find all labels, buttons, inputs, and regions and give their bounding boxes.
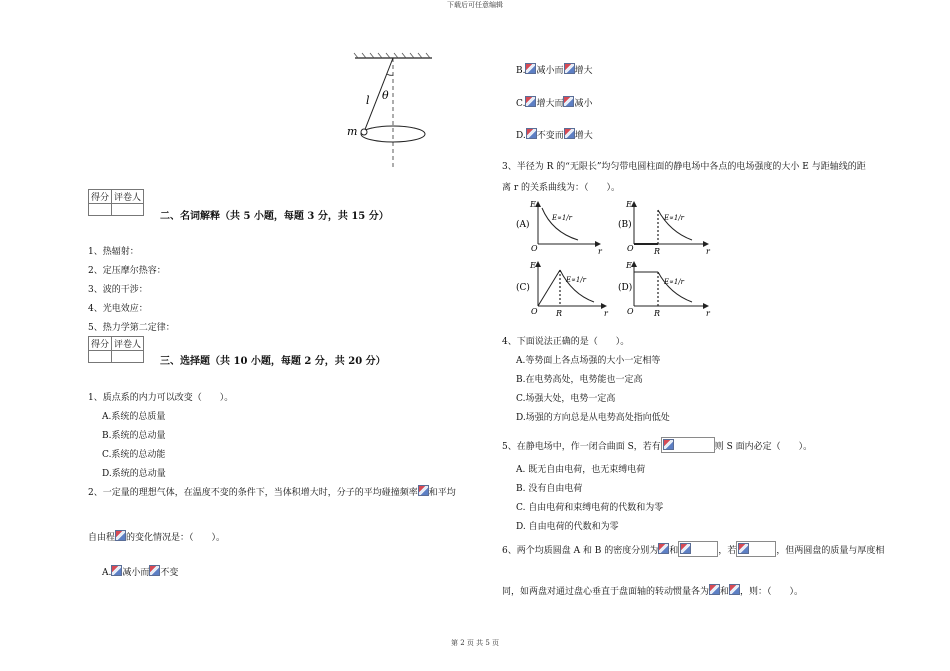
formula-image-icon [563,96,574,107]
q5-option-c: C. 自由电荷和束缚电荷的代数和为零 [516,503,664,513]
formula-image-icon [564,63,575,74]
q3-graph-c [516,261,609,318]
score-label: 得分 [89,337,112,351]
svg-text:E: E [530,200,536,209]
grader-label: 评卷人 [112,337,144,351]
svg-text:R: R [556,309,563,318]
formula-image-icon [111,565,122,576]
formula-image-icon [658,543,669,554]
q1-option-d: D.系统的总动量 [102,469,166,479]
formula-image-icon [729,584,740,595]
q5-stem: 5、在静电场中，作一闭合曲面 S，若有 则 S 面内必定（ ）。 [502,437,812,453]
score-table [88,336,144,363]
term-item: 5、热力学第二定律： [88,323,175,333]
svg-text:r: r [598,247,602,256]
formula-image-icon [709,584,720,595]
svg-text:r: r [706,309,710,318]
term-item: 3、波的干涉： [88,285,148,295]
svg-text:E: E [530,261,536,270]
score-table [88,189,144,216]
formula-image-icon [564,128,575,139]
formula-image-icon [526,128,537,139]
formula-image-icon [738,543,749,554]
q1-option-c: C.系统的总动能 [102,450,166,460]
page-footer: 第 2 页 共 5 页 [450,639,500,647]
svg-text:E∝1/r: E∝1/r [664,278,685,286]
pendulum-label-m: m [347,125,358,138]
formula-image-icon [418,485,429,496]
formula-image-icon [149,565,160,576]
svg-text:(B): (B) [618,220,632,230]
q2-option-a: A. 减小而 不变 [102,565,178,578]
section3-title: 三、选择题（共 10 小题，每题 2 分，共 20 分） [160,356,386,367]
pendulum-label-theta: θ [382,89,389,102]
q2-option-b: B. 减小而 增大 [516,63,593,76]
q3-graph-d [618,261,711,318]
svg-text:O: O [531,307,538,316]
svg-text:(A): (A) [516,220,530,230]
section2-title: 二、名词解释（共 5 小题，每题 3 分，共 15 分） [160,211,389,222]
q6-stem-line2: 同，如两盘对通过盘心垂直于盘面轴的转动惯量各为 和 ，则：（ ）。 [502,584,803,597]
svg-text:O: O [531,244,538,253]
q4-option-a: A.等势面上各点场强的大小一定相等 [516,356,661,366]
q5-option-a: A. 既无自由电荷，也无束缚电荷 [516,465,646,475]
formula-image-icon [525,96,536,107]
pendulum-label-l: l [366,94,370,107]
svg-text:E∝1/r: E∝1/r [552,214,573,222]
q4-stem: 4、下面说法正确的是（ ）。 [502,337,630,347]
svg-text:R: R [654,309,661,318]
q2-stem-line2: 自由程 的变化情况是：（ ）。 [88,530,225,543]
page-header: 下载后可任意编辑 [447,1,503,9]
svg-text:(C): (C) [516,283,530,293]
svg-text:R: R [654,247,661,256]
formula-image-icon [525,63,536,74]
q3-stem-line1: 3、半径为 R 的“无限长”均匀带电圆柱面的静电场中各点的电场强度的大小 E 与距轴线的距 [502,162,866,172]
formula-image-icon [663,439,674,450]
term-item: 4、光电效应： [88,304,148,314]
q5-option-d: D. 自由电荷的代数和为零 [516,522,619,532]
q3-stem-line2: 离 r 的关系曲线为：（ ）。 [502,183,621,193]
q4-option-d: D.场强的方向总是从电势高处指向低处 [516,413,670,423]
q1-stem: 1、质点系的内力可以改变（ ）。 [88,393,234,403]
q2-option-c: C. 增大而 减小 [516,96,592,109]
q1-option-b: B.系统的总动量 [102,431,166,441]
formula-image-icon [680,543,691,554]
q3-graph-options [512,196,712,320]
term-item: 1、热辐射： [88,247,139,257]
q5-option-b: B. 没有自由电荷 [516,484,583,494]
svg-text:O: O [627,244,634,253]
svg-text:r: r [604,309,608,318]
svg-text:E∝1/r: E∝1/r [566,276,587,284]
svg-text:E: E [626,261,632,270]
term-item: 2、定压摩尔热容： [88,266,166,276]
q4-option-b: B.在电势高处，电势能也一定高 [516,375,643,385]
q2-option-d: D. 不变而 增大 [516,128,593,141]
svg-text:O: O [627,307,634,316]
svg-text:E∝1/r: E∝1/r [664,214,685,222]
formula-image-box [736,541,776,557]
q3-graph-a [516,200,603,256]
svg-text:r: r [706,247,710,256]
formula-image-box [661,437,715,453]
q2-stem-line1: 2、一定量的理想气体，在温度不变的条件下，当体积增大时，分子的平均碰撞频率 和平均 [88,485,456,498]
q4-option-c: C.场强大处，电势一定高 [516,394,616,404]
formula-image-box [678,541,718,557]
q6-stem-line1: 6、两个均质圆盘 A 和 B 的密度分别为 和 ，若 ，但两圆盘的质量与厚度相 [502,541,884,557]
formula-image-icon [115,530,126,541]
grader-label: 评卷人 [112,190,144,204]
q3-graph-b [618,200,711,256]
score-label: 得分 [89,190,112,204]
svg-text:E: E [626,200,632,209]
q1-option-a: A.系统的总质量 [102,412,166,422]
conical-pendulum-figure [340,52,440,172]
svg-text:(D): (D) [618,283,633,293]
